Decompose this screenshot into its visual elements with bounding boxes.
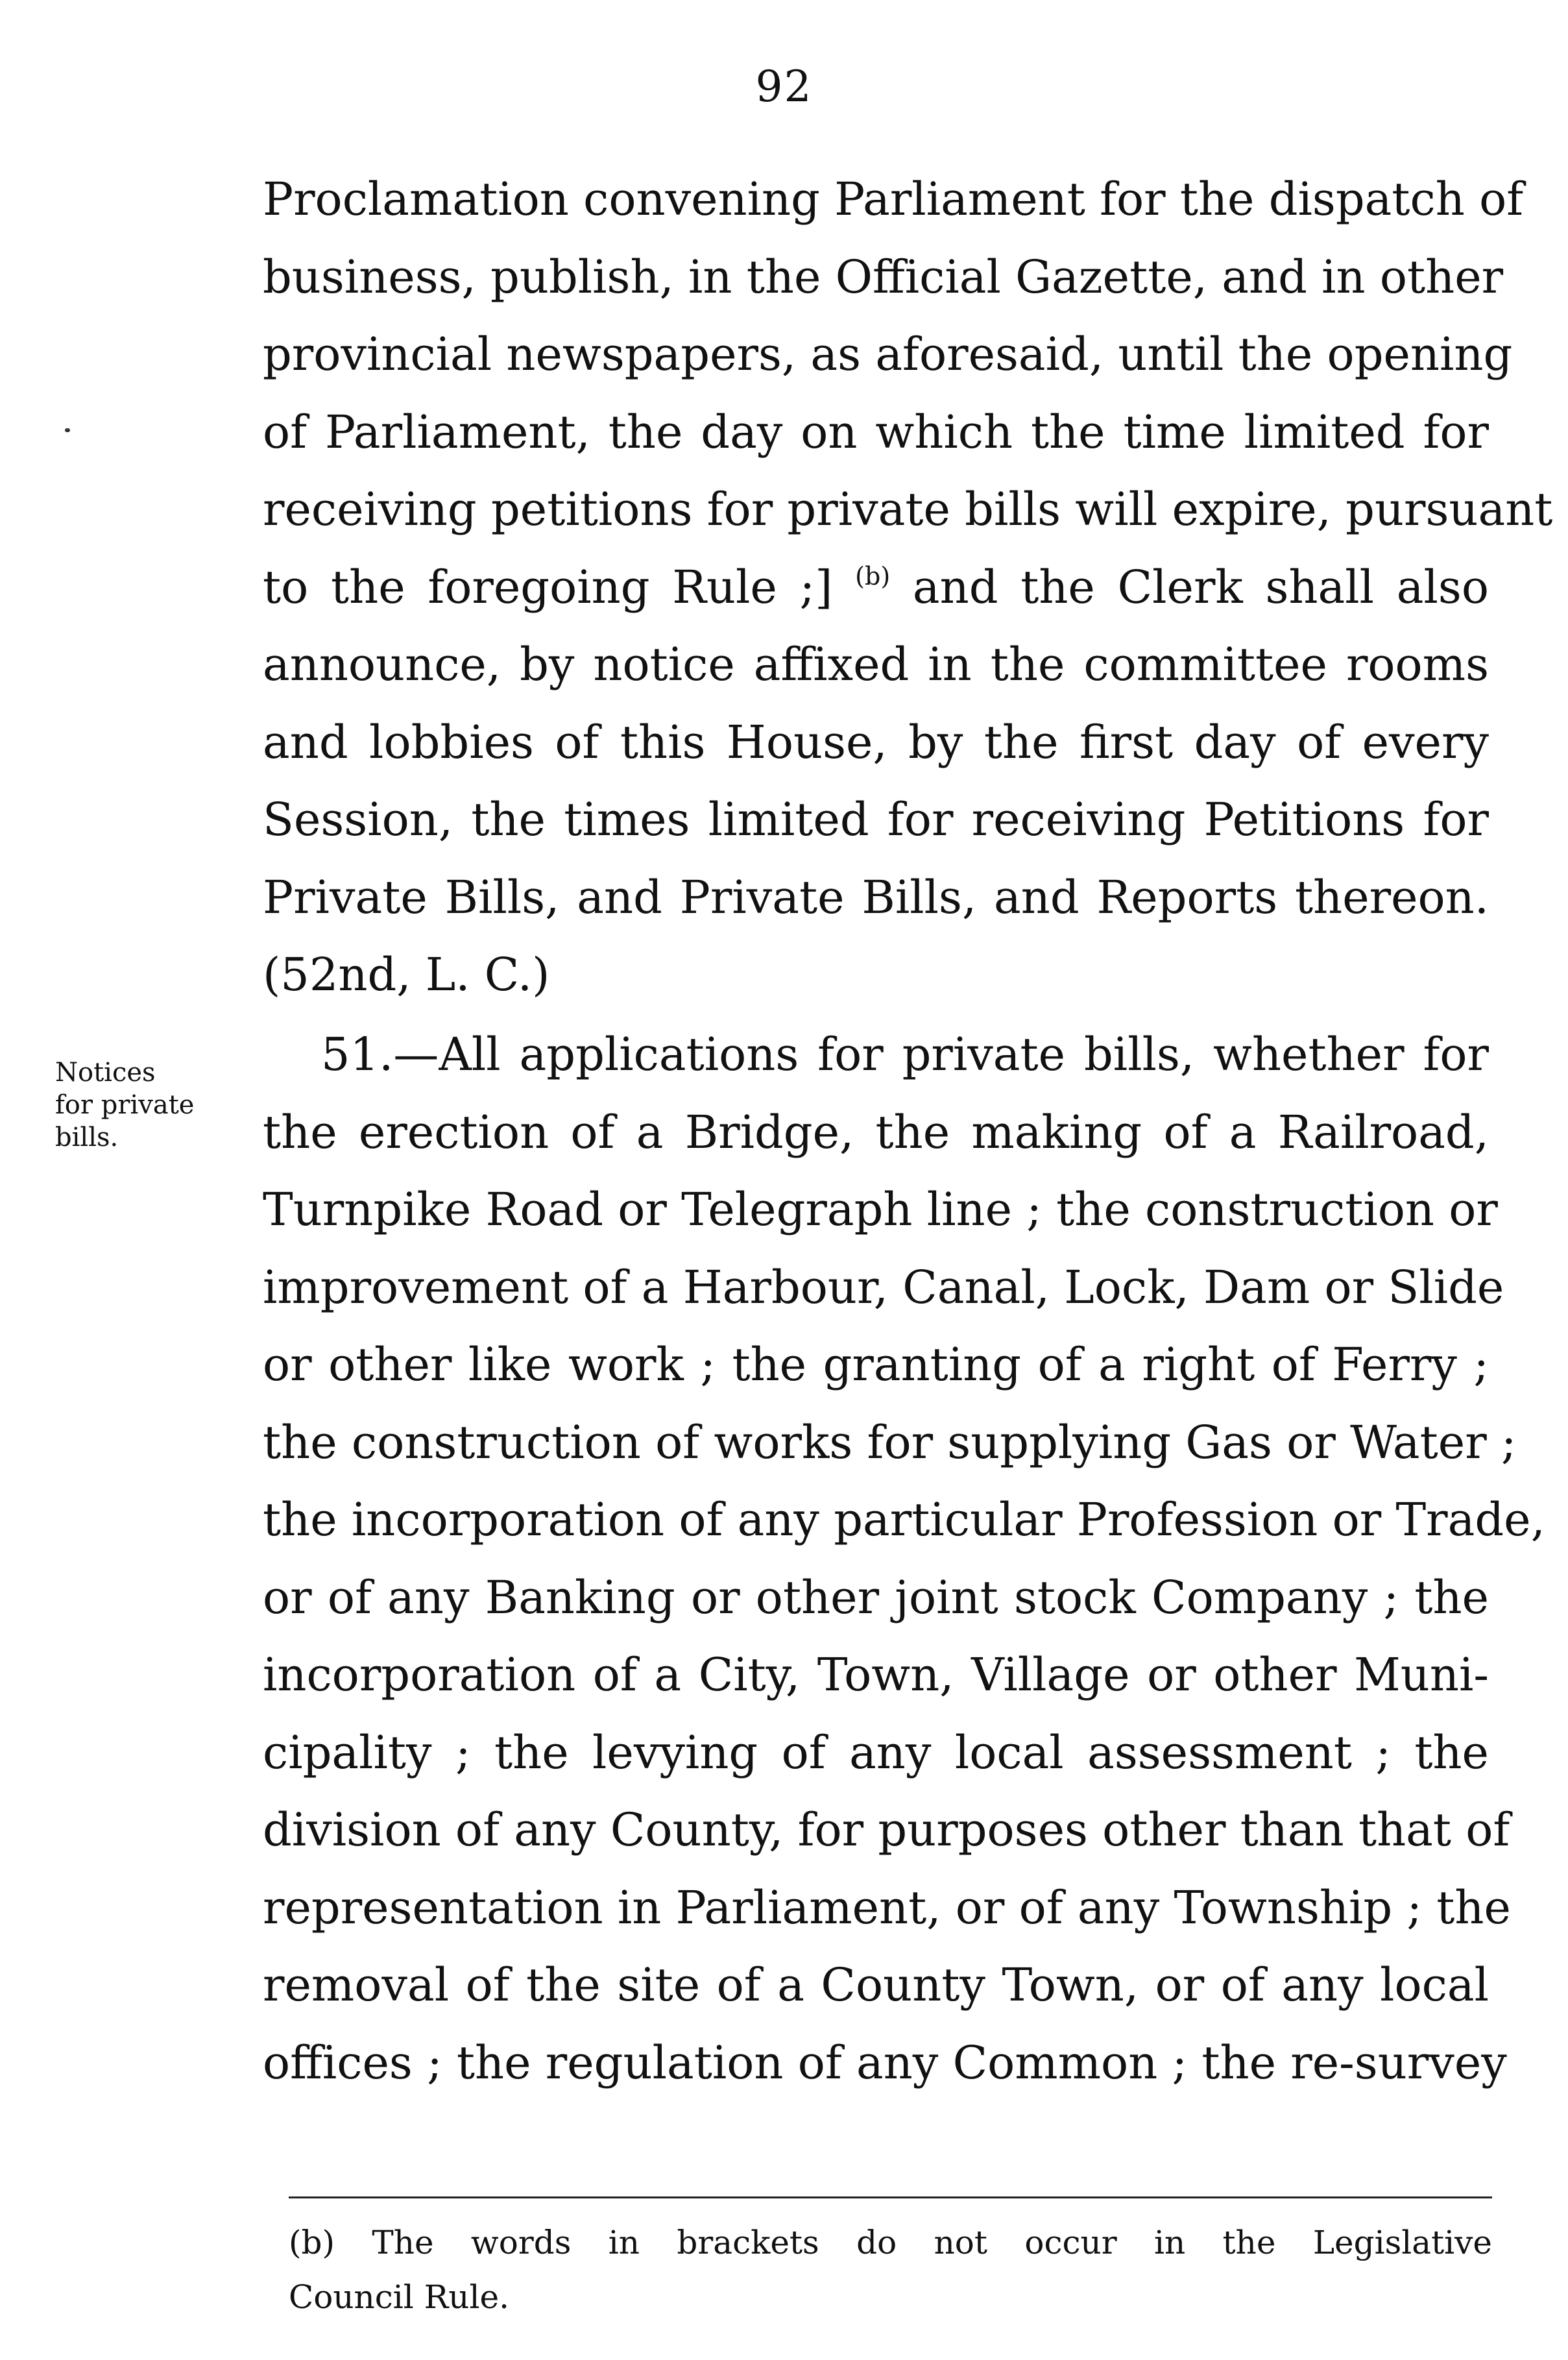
text-line: of Parliament, the day on which the time limited for — [263, 405, 1489, 459]
text-line: removal of the site of a County Town, or of any local — [263, 1958, 1489, 2012]
text-line: Proclamation convening Parliament for the dispatch of — [263, 173, 1524, 226]
text-fragment: and the Clerk shall also — [912, 560, 1489, 614]
text-line: (52nd, L. C.) — [263, 948, 550, 1001]
text-line: improvement of a Harbour, Canal, Lock, Dam or Slide — [263, 1260, 1504, 1314]
footnote — [289, 2215, 1492, 2324]
text-line: provincial newspapers, as aforesaid, until the opening — [263, 328, 1513, 381]
stray-ink-mark — [65, 428, 70, 432]
footnote-reference: (b) — [855, 561, 891, 590]
text-line: receiving petitions for private bills will expire, pursuant — [263, 483, 1553, 536]
marginal-note-line: bills. — [55, 1123, 119, 1152]
rule-51-paragraph — [263, 1016, 1545, 2102]
text-line: the construction of works for supplying Gas or Water ; — [263, 1415, 1517, 1469]
text-line: incorporation of a City, Town, Village or other Muni- — [263, 1648, 1489, 1701]
text-line: Private Bills, and Private Bills, and Reports thereon. — [263, 870, 1489, 924]
text-line: or other like work ; the granting of a right of Ferry ; — [263, 1338, 1489, 1391]
text-line-with-footnote-ref — [263, 549, 1489, 627]
marginal-note-line: Notices — [55, 1058, 156, 1088]
text-line: business, publish, in the Official Gazette, and in other — [263, 250, 1504, 304]
text-fragment: to the foregoing Rule ;] — [263, 560, 833, 614]
marginal-note — [55, 1056, 250, 1154]
text-line: representation in Parliament, or of any Township ; the — [263, 1880, 1511, 1934]
text-line: division of any County, for purposes other than that of — [263, 1803, 1510, 1856]
text-line: the incorporation of any particular Profession or Trade, — [263, 1493, 1545, 1546]
text-line: cipality ; the levying of any local assessment ; the — [263, 1725, 1489, 1779]
footnote-line: Council Rule. — [289, 2278, 509, 2316]
text-line: Turnpike Road or Telegraph line ; the construction or — [263, 1183, 1498, 1236]
text-line: and lobbies of this House, by the first day of every — [263, 715, 1489, 769]
text-line: or of any Banking or other joint stock Company ; the — [263, 1570, 1489, 1624]
text-line: offices ; the regulation of any Common ; the re-survey — [263, 2036, 1507, 2089]
text-line: the erection of a Bridge, the making of a Railroad, — [263, 1105, 1489, 1159]
footnote-divider — [289, 2196, 1492, 2198]
page-number: 92 — [755, 62, 813, 112]
text-line: Session, the times limited for receiving Petitions for — [263, 793, 1489, 846]
marginal-note-line: for private — [55, 1090, 195, 1120]
footnote-line: (b) The words in brackets do not occur in the Legislative — [289, 2224, 1492, 2261]
text-line: announce, by notice affixed in the committee rooms — [263, 638, 1489, 691]
text-line: 51.—All applications for private bills, whether for — [321, 1028, 1489, 1081]
continuation-paragraph — [263, 161, 1553, 1014]
